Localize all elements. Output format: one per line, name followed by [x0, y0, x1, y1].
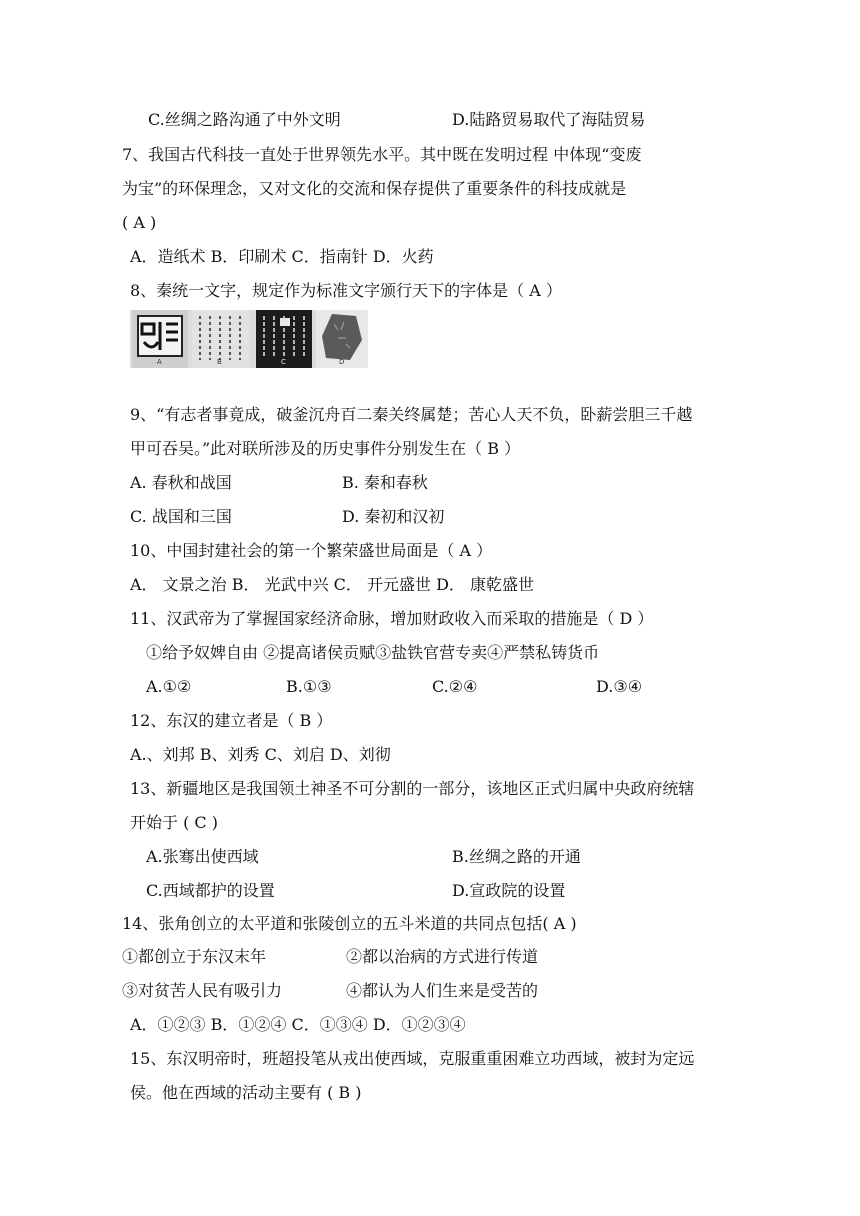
question-7-line-2: 为宝”的环保理念，又对文化的交流和保存提供了重要条件的科技成就是	[122, 179, 627, 198]
question-13-option-d: D.宣政院的设置	[452, 881, 566, 900]
question-8: 8、秦统一文字，规定作为标准文字颁行天下的字体是（ A ）	[130, 281, 562, 300]
question-9-option-d: D. 秦初和汉初	[342, 507, 445, 526]
question-14-item-2: ②都以治病的方式进行传道	[346, 947, 539, 966]
question-13-option-b: B.丝绸之路的开通	[452, 847, 581, 866]
image-label: B	[217, 358, 222, 366]
question-9-line-2: 甲可吞吴。”此对联所涉及的历史事件分别发生在（ B ）	[130, 439, 521, 458]
image-label: A	[157, 358, 162, 366]
question-11-option-b: B.①③	[286, 677, 332, 696]
question-9-option-b: B. 秦和春秋	[342, 473, 428, 492]
question-15-line-1: 15、东汉明帝时，班超投笔从戎出使西域，克服重重困难立功西域，被封为定远	[130, 1049, 695, 1068]
question-14: 14、张角创立的太平道和张陵创立的五斗米道的共同点包括( A )	[122, 914, 577, 933]
question-7-options: A．造纸术 B．印刷术 C．指南针 D．火药	[130, 247, 434, 266]
question-11-option-a: A.①②	[146, 677, 192, 696]
question-9-option-c: C. 战国和三国	[130, 507, 232, 526]
question-13-option-c: C.西域都护的设置	[146, 881, 275, 900]
question-10-options: A． 文景之治 B． 光武中兴 C． 开元盛世 D． 康乾盛世	[130, 575, 534, 594]
question-11-option-c: C.②④	[432, 677, 478, 696]
question-9-option-a: A. 春秋和战国	[130, 473, 232, 492]
question-14-item-1: ①都创立于东汉末年	[122, 947, 267, 966]
oracle-bone-image	[316, 310, 368, 368]
question-11-option-d: D.③④	[596, 677, 643, 696]
script-samples-image	[130, 310, 368, 368]
question-13-option-a: A.张骞出使西域	[146, 847, 259, 866]
image-label: D	[339, 358, 345, 366]
question-11-items: ①给予奴婢自由 ②提高诸侯贡赋③盐铁官营专卖④严禁私铸货币	[146, 643, 600, 662]
question-9-line-1: 9、“有志者事竟成，破釜沉舟百二秦关终属楚；苦心人天不负，卧薪尝胆三千越	[130, 405, 693, 424]
regular-script-image	[256, 310, 312, 368]
question-13-line-1: 13、新疆地区是我国领土神圣不可分割的一部分，该地区正式归属中央政府统辖	[130, 779, 695, 798]
seal-script-image	[132, 310, 188, 368]
question-12-options: A.、刘邦 B、刘秀 C、刘启 D、刘彻	[130, 745, 391, 764]
option-line: D.陆路贸易取代了海陆贸易	[452, 110, 646, 129]
image-label: C	[281, 358, 286, 366]
clerical-script-image	[192, 310, 250, 368]
question-14-options: A．①②③ B．①②④ C．①③④ D．①②③④	[130, 1015, 466, 1034]
question-13-line-2: 开始于 ( C )	[130, 813, 218, 832]
question-11: 11、汉武帝为了掌握国家经济命脉，增加财政收入而采取的措施是（ D ）	[130, 609, 654, 628]
question-7-answer: ( A )	[122, 213, 157, 232]
option-line: C.丝绸之路沟通了中外文明	[148, 110, 341, 129]
question-10: 10、中国封建社会的第一个繁荣盛世局面是（ A ）	[130, 541, 493, 560]
question-7-line-1: 7、我国古代科技一直处于世界领先水平。其中既在发明过程 中体现“变废	[122, 145, 642, 164]
question-14-item-3: ③对贫苦人民有吸引力	[122, 981, 283, 1000]
question-12: 12、东汉的建立者是（ B ）	[130, 711, 333, 730]
question-14-item-4: ④都认为人们生来是受苦的	[346, 981, 539, 1000]
question-15-line-2: 侯。他在西域的活动主要有 ( B )	[130, 1083, 362, 1102]
